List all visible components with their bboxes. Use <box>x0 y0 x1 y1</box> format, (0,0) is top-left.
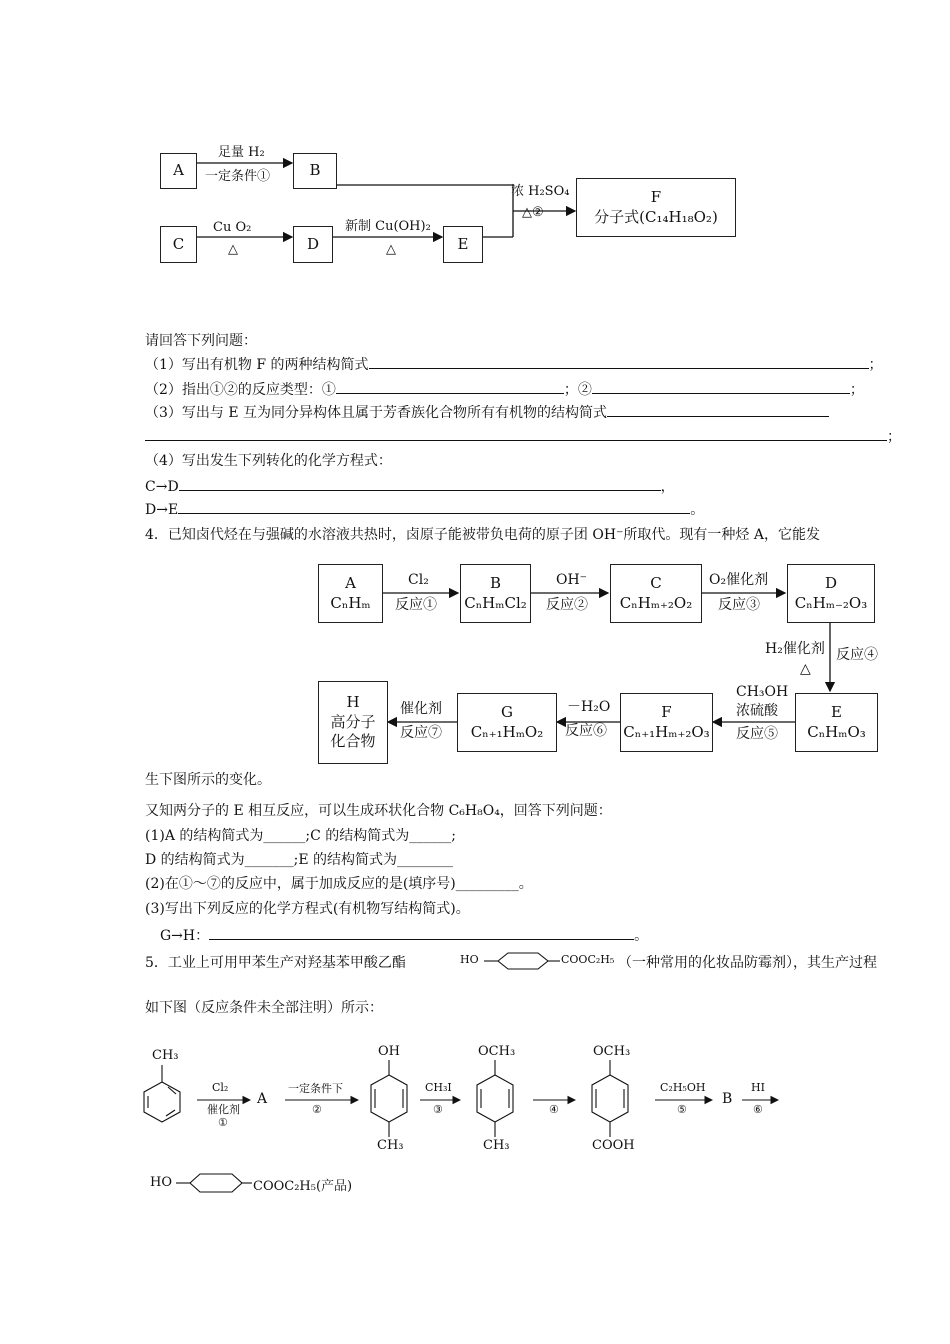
q5-product-ho: HO <box>150 1175 172 1190</box>
q4-node-f: F Cₙ₊₁Hₘ₊₂O₃ <box>620 693 713 752</box>
q4-also: 又知两分子的 E 相互反应，可以生成环状化合物 C₆H₈O₄，回答下列问题： <box>145 803 612 819</box>
node-c: C <box>160 226 197 263</box>
q4-r4-a: H₂催化剂 <box>765 641 825 657</box>
q5-s3-top: CH₃I <box>425 1081 452 1094</box>
q5-ether-och3: OCH₃ <box>478 1044 516 1059</box>
q5-intro-a: 5．工业上可用甲苯生产对羟基苯甲酸乙酯 <box>145 955 406 971</box>
q3-part2: （2）指出①②的反应类型：① ；② ； <box>145 382 864 398</box>
q3-part4: （4）写出发生下列转化的化学方程式： <box>145 453 392 469</box>
q5-s5-top: C₂H₅OH <box>660 1081 706 1094</box>
q4-intro: 4．已知卤代烃在与强碱的水溶液共热时，卤原子能被带负电荷的原子团 OH⁻所取代。现有一种烃 A，它能发 <box>145 527 820 543</box>
label-de-bottom: △ <box>386 242 396 257</box>
q5-inline-ester: COOC₂H₅ <box>561 953 615 966</box>
q4-r5-bot: 反应⑤ <box>736 726 778 742</box>
label-f-top: 浓 H₂SO₄ <box>511 184 570 199</box>
node-d: D <box>293 226 333 263</box>
q4-q1a: (1)A 的结构简式为______;C 的结构简式为______; <box>145 828 456 844</box>
q5-s1-top: Cl₂ <box>212 1081 229 1094</box>
q4-r2-bot: 反应② <box>546 597 588 613</box>
label-f-bottom: △② <box>522 205 544 220</box>
q5-s1-bot: 催化剂 <box>207 1103 240 1116</box>
q4-r1-top: Cl₂ <box>408 572 429 588</box>
q4-r5-top1: CH₃OH <box>736 684 789 700</box>
q3-intro: 请回答下列问题： <box>145 333 257 349</box>
q5-intro-b: （一种常用的化妆品防霉剂），其生产过程 <box>618 955 877 971</box>
q5-s4-num: ④ <box>549 1103 559 1116</box>
label-cd-bottom: △ <box>228 242 238 257</box>
node-f: F 分子式(C₁₄H₁₈O₂) <box>576 178 736 237</box>
q5-s6-num: ⑥ <box>753 1103 763 1116</box>
q4-q1b: D 的结构简式为_______;E 的结构简式为________ <box>145 852 454 868</box>
q5-s5-num: ⑤ <box>677 1103 687 1116</box>
q5-a: A <box>257 1091 268 1107</box>
q4-cont: 生下图所示的变化。 <box>145 772 271 788</box>
label-ab-bottom: 一定条件① <box>205 169 271 184</box>
q4-r4-c: 反应④ <box>836 647 878 663</box>
q5-cresol-ch3: CH₃ <box>377 1138 404 1153</box>
q5-acid-och3: OCH₃ <box>593 1044 631 1059</box>
label-de-top: 新制 Cu(OH)₂ <box>345 219 431 234</box>
q5-ether-ch3: CH₃ <box>483 1138 510 1153</box>
q3-cd: C→D ， <box>145 479 675 495</box>
q5-s3-num: ③ <box>433 1103 443 1116</box>
q3-part1: （1）写出有机物 F 的两种结构简式 ； <box>145 357 883 373</box>
q5-product-ester: COOC₂H₅(产品) <box>253 1179 353 1194</box>
q4-node-e: E CₙHₘO₃ <box>795 693 878 752</box>
node-a: A <box>160 153 197 189</box>
q5-inline-ho: HO <box>460 953 479 966</box>
q5-s6-top: HI <box>751 1081 765 1094</box>
q4-r7-top: 催化剂 <box>400 701 442 717</box>
q4-q3: (3)写出下列反应的化学方程式(有机物写结构简式)。 <box>145 901 470 917</box>
q4-r5-top2: 浓硫酸 <box>736 703 778 719</box>
q4-node-a: A CₙHₘ <box>318 564 383 623</box>
q4-r4-b: △ <box>800 661 811 677</box>
q4-gh: G→H： 。 <box>160 928 649 944</box>
q5-acid-cooh: COOH <box>592 1138 635 1153</box>
q4-r7-bot: 反应⑦ <box>400 725 442 741</box>
q5-intro2: 如下图（反应条件未全部注明）所示： <box>145 1000 383 1016</box>
q4-r3-bot: 反应③ <box>718 597 760 613</box>
q3-part3: （3）写出与 E 互为同分异构体且属于芳香族化合物所有有机物的结构简式 <box>145 403 829 423</box>
q3-part3-line2: ； <box>145 427 901 447</box>
q4-node-c: C CₙHₘ₊₂O₂ <box>610 564 702 623</box>
q5-toluene-ch3: CH₃ <box>152 1048 179 1063</box>
q4-r1-bot: 反应① <box>395 597 437 613</box>
q5-s1-num: ① <box>218 1116 228 1129</box>
q4-r6-bot: 反应⑥ <box>565 723 607 739</box>
q4-q2: (2)在①～⑦的反应中，属于加成反应的是(填序号)_________。 <box>145 876 533 892</box>
q4-node-b: B CₙHₘCl₂ <box>460 564 531 623</box>
q5-b: B <box>722 1091 733 1107</box>
q4-node-d: D CₙHₘ₋₂O₃ <box>787 564 875 623</box>
label-cd-top: Cu O₂ <box>213 220 252 235</box>
q4-r3-top: O₂催化剂 <box>709 572 769 588</box>
q4-r6-top: －H₂O <box>567 699 611 715</box>
label-ab-top: 足量 H₂ <box>218 145 265 160</box>
q4-node-g: G Cₙ₊₁HₘO₂ <box>457 693 557 752</box>
q5-s2-top: 一定条件下 <box>288 1082 343 1095</box>
q3-de: D→E 。 <box>145 502 705 518</box>
node-b: B <box>293 153 337 189</box>
node-e: E <box>443 226 483 263</box>
q4-r2-top: OH⁻ <box>556 572 588 588</box>
q4-node-h: H 高分子 化合物 <box>318 681 388 764</box>
q5-cresol-oh: OH <box>378 1044 400 1059</box>
q5-s2-num: ② <box>312 1103 322 1116</box>
